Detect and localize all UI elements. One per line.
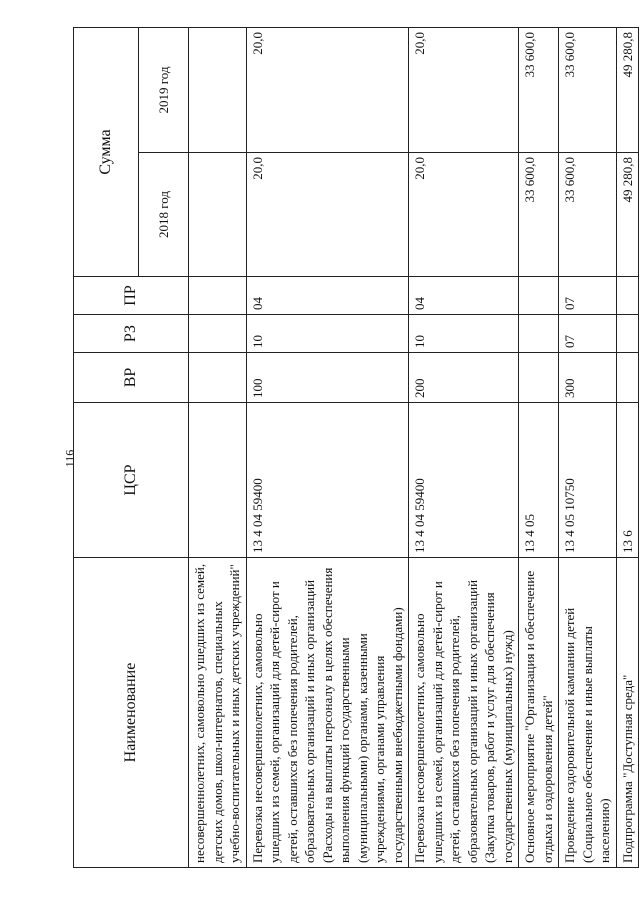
- header-2019: 2019 год: [139, 28, 189, 153]
- row-2018: 33 600,0: [559, 153, 617, 277]
- row-name: Перевозка несовершеннолетних, самовольно ушедших из семей, организаций для детей-сирот и детей, оставшихся без попечения родителей, образовательных организаций и иных организаций (Расходы на выплаты персоналу в целях обеспечения выполнения функций государственными (муниципальными) органами, казенными учреждениями, органами управления государственными внебюджетными фондами): [246, 558, 409, 868]
- table-row: [189, 28, 247, 868]
- row-csr: 13 6: [616, 403, 639, 558]
- header-vr: ВР: [74, 353, 189, 403]
- row-pr: 07: [559, 277, 617, 315]
- table-row: [409, 28, 519, 868]
- row-2018: 33 600,0: [519, 153, 559, 277]
- row-pr: 04: [246, 277, 409, 315]
- row-vr: 100: [246, 353, 409, 403]
- row-vr: 200: [409, 353, 519, 403]
- row-name: Перевозка несовершеннолетних, самовольно ушедших из семей, организаций для детей-сирот и детей, оставшихся без попечения родителей, образовательных организаций и иных организаций (Закупка товаров, работ и услуг для обеспечения государственных (муниципальных) нужд): [409, 558, 519, 868]
- row-2018: 20,0: [409, 153, 519, 277]
- row-vr: [189, 353, 247, 403]
- header-2018: 2018 год: [139, 153, 189, 277]
- row-rz: [519, 315, 559, 353]
- row-2019: 49 280,8: [616, 28, 639, 153]
- table-row: [616, 28, 639, 868]
- row-rz: [189, 315, 247, 353]
- row-2019: 20,0: [246, 28, 409, 153]
- row-csr: 13 4 05 10750: [559, 403, 617, 558]
- table-row: [559, 28, 617, 868]
- row-pr: [189, 277, 247, 315]
- row-2019: 33 600,0: [559, 28, 617, 153]
- row-2018: 49 280,8: [616, 153, 639, 277]
- row-pr: 04: [409, 277, 519, 315]
- row-2019: 20,0: [409, 28, 519, 153]
- table-row: [246, 28, 409, 868]
- row-csr: 13 4 04 59400: [246, 403, 409, 558]
- row-vr: [519, 353, 559, 403]
- row-vr: 300: [559, 353, 617, 403]
- row-2018: 20,0: [246, 153, 409, 277]
- row-2018: [189, 153, 247, 277]
- row-pr: [616, 277, 639, 315]
- row-csr: 13 4 05: [519, 403, 559, 558]
- row-2019: 33 600,0: [519, 28, 559, 153]
- row-csr: 13 4 04 59400: [409, 403, 519, 558]
- header-name: Наименование: [74, 558, 189, 868]
- budget-table: [73, 27, 639, 868]
- header-csr: ЦСР: [74, 403, 189, 558]
- header-pr: ПР: [74, 277, 189, 315]
- row-name: Основное мероприятие "Организация и обеспечение отдыха и оздоровления детей": [519, 558, 559, 868]
- row-pr: [519, 277, 559, 315]
- row-rz: 07: [559, 315, 617, 353]
- row-name: Проведение оздоровительной кампании детей (Социальное обеспечение и иные выплаты населению): [559, 558, 617, 868]
- row-name: несовершеннолетних, самовольно ушедших из семей, детских домов, школ-интернатов, специальных учебно-воспитательных и иных детских учреждений": [189, 558, 247, 868]
- rotated-table-container: [73, 28, 635, 868]
- table-row: [519, 28, 559, 868]
- row-2019: [189, 28, 247, 153]
- row-rz: [616, 315, 639, 353]
- header-sum: Сумма: [74, 28, 139, 277]
- row-rz: 10: [246, 315, 409, 353]
- page-number: 116: [62, 449, 77, 468]
- row-csr: [189, 403, 247, 558]
- header-rz: РЗ: [74, 315, 189, 353]
- row-vr: [616, 353, 639, 403]
- row-rz: 10: [409, 315, 519, 353]
- row-name: Подпрограмма "Доступная среда": [616, 558, 639, 868]
